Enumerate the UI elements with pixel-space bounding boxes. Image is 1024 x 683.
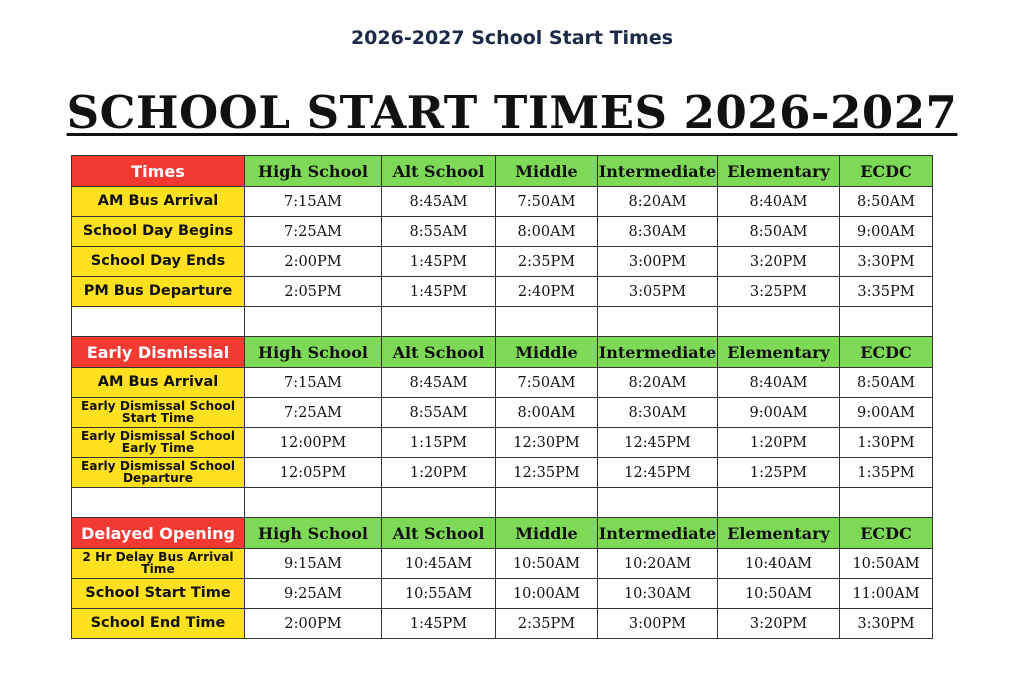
time-cell: 3:05PM bbox=[598, 277, 718, 307]
column-header: Middle bbox=[496, 518, 598, 549]
empty-cell bbox=[496, 307, 598, 337]
time-cell: 7:25AM bbox=[245, 217, 382, 247]
table-row bbox=[72, 609, 933, 639]
time-cell: 10:30AM bbox=[598, 579, 718, 609]
section-header-row bbox=[72, 518, 933, 549]
column-header: Intermediate bbox=[598, 518, 718, 549]
section-title: Times bbox=[72, 156, 245, 187]
time-cell: 9:00AM bbox=[840, 398, 933, 428]
column-header: Elementary bbox=[718, 518, 840, 549]
time-cell: 1:30PM bbox=[840, 428, 933, 458]
time-cell: 8:40AM bbox=[718, 368, 840, 398]
table-row bbox=[72, 428, 933, 458]
time-cell: 8:30AM bbox=[598, 398, 718, 428]
time-cell: 8:40AM bbox=[718, 187, 840, 217]
time-cell: 8:45AM bbox=[382, 187, 496, 217]
time-cell: 1:35PM bbox=[840, 458, 933, 488]
empty-cell bbox=[598, 307, 718, 337]
row-label: School Start Time bbox=[72, 579, 245, 609]
time-cell: 3:25PM bbox=[718, 277, 840, 307]
empty-cell bbox=[72, 488, 245, 518]
time-cell: 8:45AM bbox=[382, 368, 496, 398]
time-cell: 8:20AM bbox=[598, 187, 718, 217]
time-cell: 12:45PM bbox=[598, 458, 718, 488]
time-cell: 10:50AM bbox=[718, 579, 840, 609]
table-row bbox=[72, 579, 933, 609]
time-cell: 1:45PM bbox=[382, 609, 496, 639]
time-cell: 7:15AM bbox=[245, 368, 382, 398]
time-cell: 12:35PM bbox=[496, 458, 598, 488]
time-cell: 2:35PM bbox=[496, 247, 598, 277]
time-cell: 1:45PM bbox=[382, 247, 496, 277]
table-row bbox=[72, 187, 933, 217]
time-cell: 11:00AM bbox=[840, 579, 933, 609]
time-cell: 8:00AM bbox=[496, 217, 598, 247]
section-title: Delayed Opening bbox=[72, 518, 245, 549]
empty-cell bbox=[382, 488, 496, 518]
time-cell: 12:00PM bbox=[245, 428, 382, 458]
column-header: ECDC bbox=[840, 156, 933, 187]
time-cell: 10:00AM bbox=[496, 579, 598, 609]
table-row bbox=[72, 277, 933, 307]
empty-cell bbox=[718, 488, 840, 518]
time-cell: 10:20AM bbox=[598, 549, 718, 579]
column-header: Middle bbox=[496, 156, 598, 187]
table-row bbox=[72, 368, 933, 398]
row-label: AM Bus Arrival bbox=[72, 368, 245, 398]
empty-cell bbox=[840, 488, 933, 518]
time-cell: 3:00PM bbox=[598, 609, 718, 639]
time-cell: 8:20AM bbox=[598, 368, 718, 398]
column-header: Intermediate bbox=[598, 156, 718, 187]
time-cell: 8:50AM bbox=[718, 217, 840, 247]
time-cell: 10:45AM bbox=[382, 549, 496, 579]
time-cell: 8:30AM bbox=[598, 217, 718, 247]
empty-cell bbox=[245, 488, 382, 518]
time-cell: 7:50AM bbox=[496, 187, 598, 217]
time-cell: 1:15PM bbox=[382, 428, 496, 458]
column-header: High School bbox=[245, 156, 382, 187]
time-cell: 2:00PM bbox=[245, 609, 382, 639]
time-cell: 10:55AM bbox=[382, 579, 496, 609]
time-cell: 2:05PM bbox=[245, 277, 382, 307]
time-cell: 8:50AM bbox=[840, 368, 933, 398]
time-cell: 7:50AM bbox=[496, 368, 598, 398]
row-label: Early Dismissal School Departure bbox=[72, 458, 245, 488]
table-row bbox=[72, 549, 933, 579]
time-cell: 2:40PM bbox=[496, 277, 598, 307]
time-cell: 10:50AM bbox=[840, 549, 933, 579]
time-cell: 3:20PM bbox=[718, 609, 840, 639]
row-label: School End Time bbox=[72, 609, 245, 639]
time-cell: 8:50AM bbox=[840, 187, 933, 217]
column-header: Elementary bbox=[718, 156, 840, 187]
column-header: High School bbox=[245, 518, 382, 549]
time-cell: 1:20PM bbox=[718, 428, 840, 458]
time-cell: 1:45PM bbox=[382, 277, 496, 307]
time-cell: 3:30PM bbox=[840, 247, 933, 277]
time-cell: 9:00AM bbox=[840, 217, 933, 247]
time-cell: 8:00AM bbox=[496, 398, 598, 428]
time-cell: 1:20PM bbox=[382, 458, 496, 488]
time-cell: 8:55AM bbox=[382, 398, 496, 428]
empty-cell bbox=[840, 307, 933, 337]
time-cell: 8:55AM bbox=[382, 217, 496, 247]
time-cell: 9:15AM bbox=[245, 549, 382, 579]
table-row bbox=[72, 458, 933, 488]
section-header-row bbox=[72, 156, 933, 187]
time-cell: 12:05PM bbox=[245, 458, 382, 488]
time-cell: 3:30PM bbox=[840, 609, 933, 639]
time-cell: 7:25AM bbox=[245, 398, 382, 428]
column-header: Middle bbox=[496, 337, 598, 368]
row-label: 2 Hr Delay Bus Arrival Time bbox=[72, 549, 245, 579]
column-header: High School bbox=[245, 337, 382, 368]
column-header: Elementary bbox=[718, 337, 840, 368]
row-label: School Day Begins bbox=[72, 217, 245, 247]
time-cell: 7:15AM bbox=[245, 187, 382, 217]
row-label: AM Bus Arrival bbox=[72, 187, 245, 217]
time-cell: 9:25AM bbox=[245, 579, 382, 609]
schedule-table bbox=[71, 155, 933, 639]
empty-cell bbox=[72, 307, 245, 337]
row-label: Early Dismissal School Start Time bbox=[72, 398, 245, 428]
time-cell: 10:50AM bbox=[496, 549, 598, 579]
time-cell: 3:35PM bbox=[840, 277, 933, 307]
table-row bbox=[72, 398, 933, 428]
time-cell: 10:40AM bbox=[718, 549, 840, 579]
spacer-row bbox=[72, 307, 933, 337]
table-row bbox=[72, 247, 933, 277]
section-header-row bbox=[72, 337, 933, 368]
table-row bbox=[72, 217, 933, 247]
time-cell: 12:30PM bbox=[496, 428, 598, 458]
empty-cell bbox=[245, 307, 382, 337]
time-cell: 9:00AM bbox=[718, 398, 840, 428]
column-header: Alt School bbox=[382, 518, 496, 549]
row-label: Early Dismissal School Early Time bbox=[72, 428, 245, 458]
time-cell: 3:20PM bbox=[718, 247, 840, 277]
time-cell: 12:45PM bbox=[598, 428, 718, 458]
time-cell: 2:35PM bbox=[496, 609, 598, 639]
column-header: Alt School bbox=[382, 156, 496, 187]
column-header: ECDC bbox=[840, 518, 933, 549]
column-header: ECDC bbox=[840, 337, 933, 368]
time-cell: 3:00PM bbox=[598, 247, 718, 277]
empty-cell bbox=[598, 488, 718, 518]
column-header: Intermediate bbox=[598, 337, 718, 368]
page-heading: 2026-2027 School Start Times bbox=[350, 27, 674, 49]
spacer-row bbox=[72, 488, 933, 518]
time-cell: 2:00PM bbox=[245, 247, 382, 277]
time-cell: 1:25PM bbox=[718, 458, 840, 488]
row-label: PM Bus Departure bbox=[72, 277, 245, 307]
section-title: Early Dismissial bbox=[72, 337, 245, 368]
empty-cell bbox=[718, 307, 840, 337]
row-label: School Day Ends bbox=[72, 247, 245, 277]
empty-cell bbox=[496, 488, 598, 518]
main-title: SCHOOL START TIMES 2026-2027 bbox=[66, 86, 958, 139]
empty-cell bbox=[382, 307, 496, 337]
column-header: Alt School bbox=[382, 337, 496, 368]
